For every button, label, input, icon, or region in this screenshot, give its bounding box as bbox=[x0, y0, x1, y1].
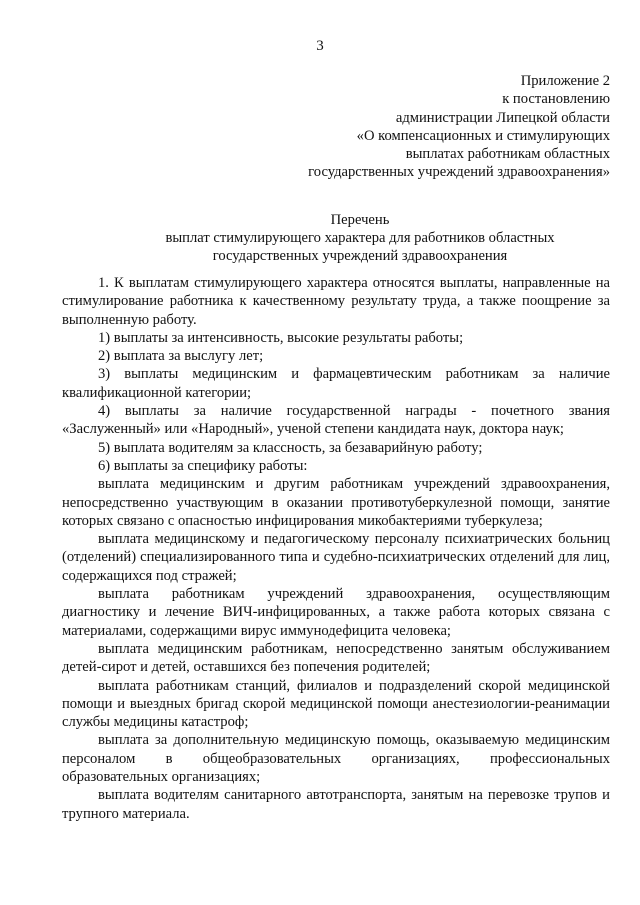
list-item: 3) выплаты медицинским и фармацевтическим работникам за наличие квалификационной категории; bbox=[62, 366, 610, 401]
title-subtitle-line: государственных учреждений здравоохранения bbox=[212, 247, 508, 264]
list-item: 1) выплаты за интенсивность, высокие результаты работы; bbox=[98, 329, 464, 346]
paragraph-item-1: 1. К выплатам стимулирующего характера относятся выплаты, направленные на стимулирование работника к качественному результату труда, а также поощрение за выполненную работу. bbox=[62, 275, 610, 328]
appendix-line: Приложение 2 bbox=[520, 73, 610, 89]
specific-payment-item: выплата медицинскому и педагогическому персоналу психиатрических больниц (отделений) специализированного типа и судебно-психиатрических отделений для лиц, содержащихся под стражей; bbox=[62, 531, 610, 584]
document-title bbox=[60, 212, 640, 265]
specific-payment-item: выплата работникам станций, филиалов и подразделений скорой медицинской помощи и выездных бригад скорой медицинской помощи анестезиологии-реанимации службы медицины катастроф; bbox=[62, 677, 610, 731]
document-body bbox=[62, 274, 610, 823]
list-item: 4) выплаты за наличие государственной награды - почетного звания «Заслуженный» или «Народный», ученой степени кандидата наук, доктора наук; bbox=[62, 403, 610, 438]
appendix-line: «О компенсационных и стимулирующих bbox=[356, 127, 610, 144]
list-item: 6) выплаты за специфику работы: bbox=[98, 457, 308, 474]
title-heading: Перечень bbox=[330, 212, 390, 228]
appendix-line: к постановлению bbox=[502, 91, 610, 108]
specific-payment-item: выплата работникам учреждений здравоохранения, осуществляющим диагностику и лечение ВИЧ-инфицированных, а также работа которых связана с материалами, содержащими вирус иммунодефицита человека; bbox=[62, 586, 610, 639]
list-item: 5) выплата водителям за классность, за безаварийную работу; bbox=[98, 439, 483, 456]
specific-payment-item: выплата медицинским работникам, непосредственно занятым обслуживанием детей-сирот и детей, оставшихся без попечения родителей; bbox=[62, 640, 610, 676]
page-number: 3 bbox=[316, 38, 324, 54]
list-item: 2) выплата за выслугу лет; bbox=[98, 348, 264, 365]
specific-payment-item: выплата водителям санитарного автотранспорта, занятым на перевозке трупов и трупного материала. bbox=[62, 787, 610, 822]
appendix-line: администрации Липецкой области bbox=[395, 109, 610, 126]
appendix-block bbox=[190, 72, 610, 182]
specific-payment-item: выплата медицинским и другим работникам учреждений здравоохранения, непосредственно участвующим в оказании противотуберкулезной помощи, занятие которых связано с опасностью инфицирования микобактериями туберкулеза; bbox=[62, 476, 610, 529]
appendix-line: государственных учреждений здравоохранения» bbox=[308, 164, 610, 181]
specific-payment-item: выплата за дополнительную медицинскую помощь, оказываемую медицинским персоналом в общеобразовательных организациях, профессиональных образовательных организациях; bbox=[62, 732, 610, 786]
title-subtitle-line: выплат стимулирующего характера для работников областных bbox=[165, 229, 555, 246]
appendix-line: выплатах работникам областных bbox=[405, 146, 610, 163]
